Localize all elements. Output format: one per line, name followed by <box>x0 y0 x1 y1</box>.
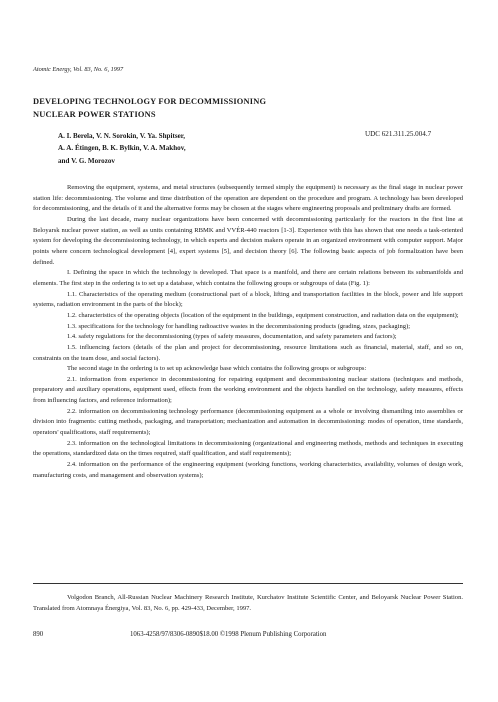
author-line: A. I. Berela, V. N. Sorokin, V. Ya. Shpitser, <box>58 132 185 140</box>
article-body <box>33 183 463 481</box>
body-paragraph: 1.5. influencing factors (details of the plan and project for decommissioning, resource limitations such as financial, material, staff, and so on, constraints on the team dose, and social factors). <box>33 343 463 362</box>
body-paragraph: The second stage in the ordering is to set up acknowledge base which contains the following groups or subgroups: <box>67 365 367 373</box>
author-line: and V. G. Morozov <box>58 156 115 165</box>
page-number: 890 <box>33 631 44 638</box>
journal-reference: Atomic Energy, Vol. 83, No. 6, 1997 <box>33 66 124 73</box>
body-paragraph: 2.2. information on decommissioning technology performance (decommissioning equipment as a whole or involving dismantling into assemblies or division into fragments: cutting methods, packaging, and transportation; mechanization and automation in decommissioning: modes of operation, time standards, operators' qualifications, staff requirements); <box>33 407 463 437</box>
footnote-divider <box>33 583 463 584</box>
udc-code: UDC 621.311.25.004.7 <box>365 130 432 138</box>
body-paragraph: During the last decade, many nuclear organizations have been concerned with decommissioning particularly for the reactors in the first line at Beloyarsk nuclear power station, as well as units containing RBMK and VVÉR-440 reactors [1-3]. Experience with this has shown that one needs a task-oriented system for developing the decommissioning technology, in which experts and decision makers operate in an organized environment with computer support. Major points where concern technological development [4], expert systems [5], and decision theory [6]. The following basic aspects of job formalization have been defined. <box>33 215 463 266</box>
body-paragraph: 1.4. safety regulations for the decommissioning (types of safety measures, documentation, and safety parameters and factors); <box>67 333 397 341</box>
body-paragraph: 2.1. information from experience in decommissioning for repairing equipment and decommissioning nuclear stations (techniques and methods, preparatory and auxiliary operations, equipment used, effects from the working environment and the objects handled on the technology, safety measures, effects from influencing factors, and reference information); <box>33 375 463 405</box>
article-title <box>33 95 353 121</box>
copyright-line: 1063-4258/97/8306-0890$18.00 ©1998 Plenum Publishing Corporation <box>130 631 327 638</box>
author-list <box>58 130 186 167</box>
body-paragraph: 1.1. Characteristics of the operating medium (constructional part of a block, lifting and transportation facilities in the block, power and life support systems, radiation environment in the parts of the block); <box>33 290 463 309</box>
body-paragraph: 2.4. information on the performance of the engineering equipment (working functions, working characteristics, availability, volumes of design work, manufacturing costs, and management and observation systems); <box>33 461 463 479</box>
affiliation-footnote <box>33 592 463 614</box>
author-line: A. A. Étingen, B. K. Bylkin, V. A. Makhov, <box>58 144 186 153</box>
body-paragraph: Removing the equipment, systems, and metal structures (subsequently termed simply the equipment) is necessary as the final stage in nuclear power station life: decommissioning. The volume and time distribution of the operation are dependent on the procedure and program. A technology has been developed for decommissioning, and the details of it and the alternative forms may be chosen at the stages where engineering proposals and preliminary drafts are formed. <box>33 184 463 213</box>
body-paragraph: 2.3. information on the technological limitations in decommissioning (organizational and engineering methods, methods and techniques in executing the operations, standardized data on the times required, staff qualification, and staff requirements); <box>33 439 463 458</box>
footnote-text: Volgodon Branch, All-Russian Nuclear Machinery Research Institute, Kurchatov Institute Scientific Center, and Beloyarsk Nuclear Power Station. Translated from Atomnaya Énergiya, Vol. 83, No. 6, pp. 429-433, December, 1997. <box>33 594 463 612</box>
body-paragraph: 1.3. specifications for the technology for handling radioactive wastes in the decommissioning products (grading, sizes, packaging); <box>67 322 411 330</box>
title-line: NUCLEAR POWER STATIONS <box>33 110 156 119</box>
body-paragraph: 1.2. characteristics of the operating objects (location of the equipment in the buildings, equipment construction, and radiation data on the equipment); <box>67 311 459 319</box>
title-line: DEVELOPING TECHNOLOGY FOR DECOMMISSIONING <box>33 97 267 106</box>
body-paragraph: I. Defining the space in which the technology is developed. That space is a manifold, and there are certain relations between its submanifolds and elements. The first step in the ordering is to set up a database, which contains the following groups or subgroups of data (Fig. 1): <box>33 269 463 287</box>
